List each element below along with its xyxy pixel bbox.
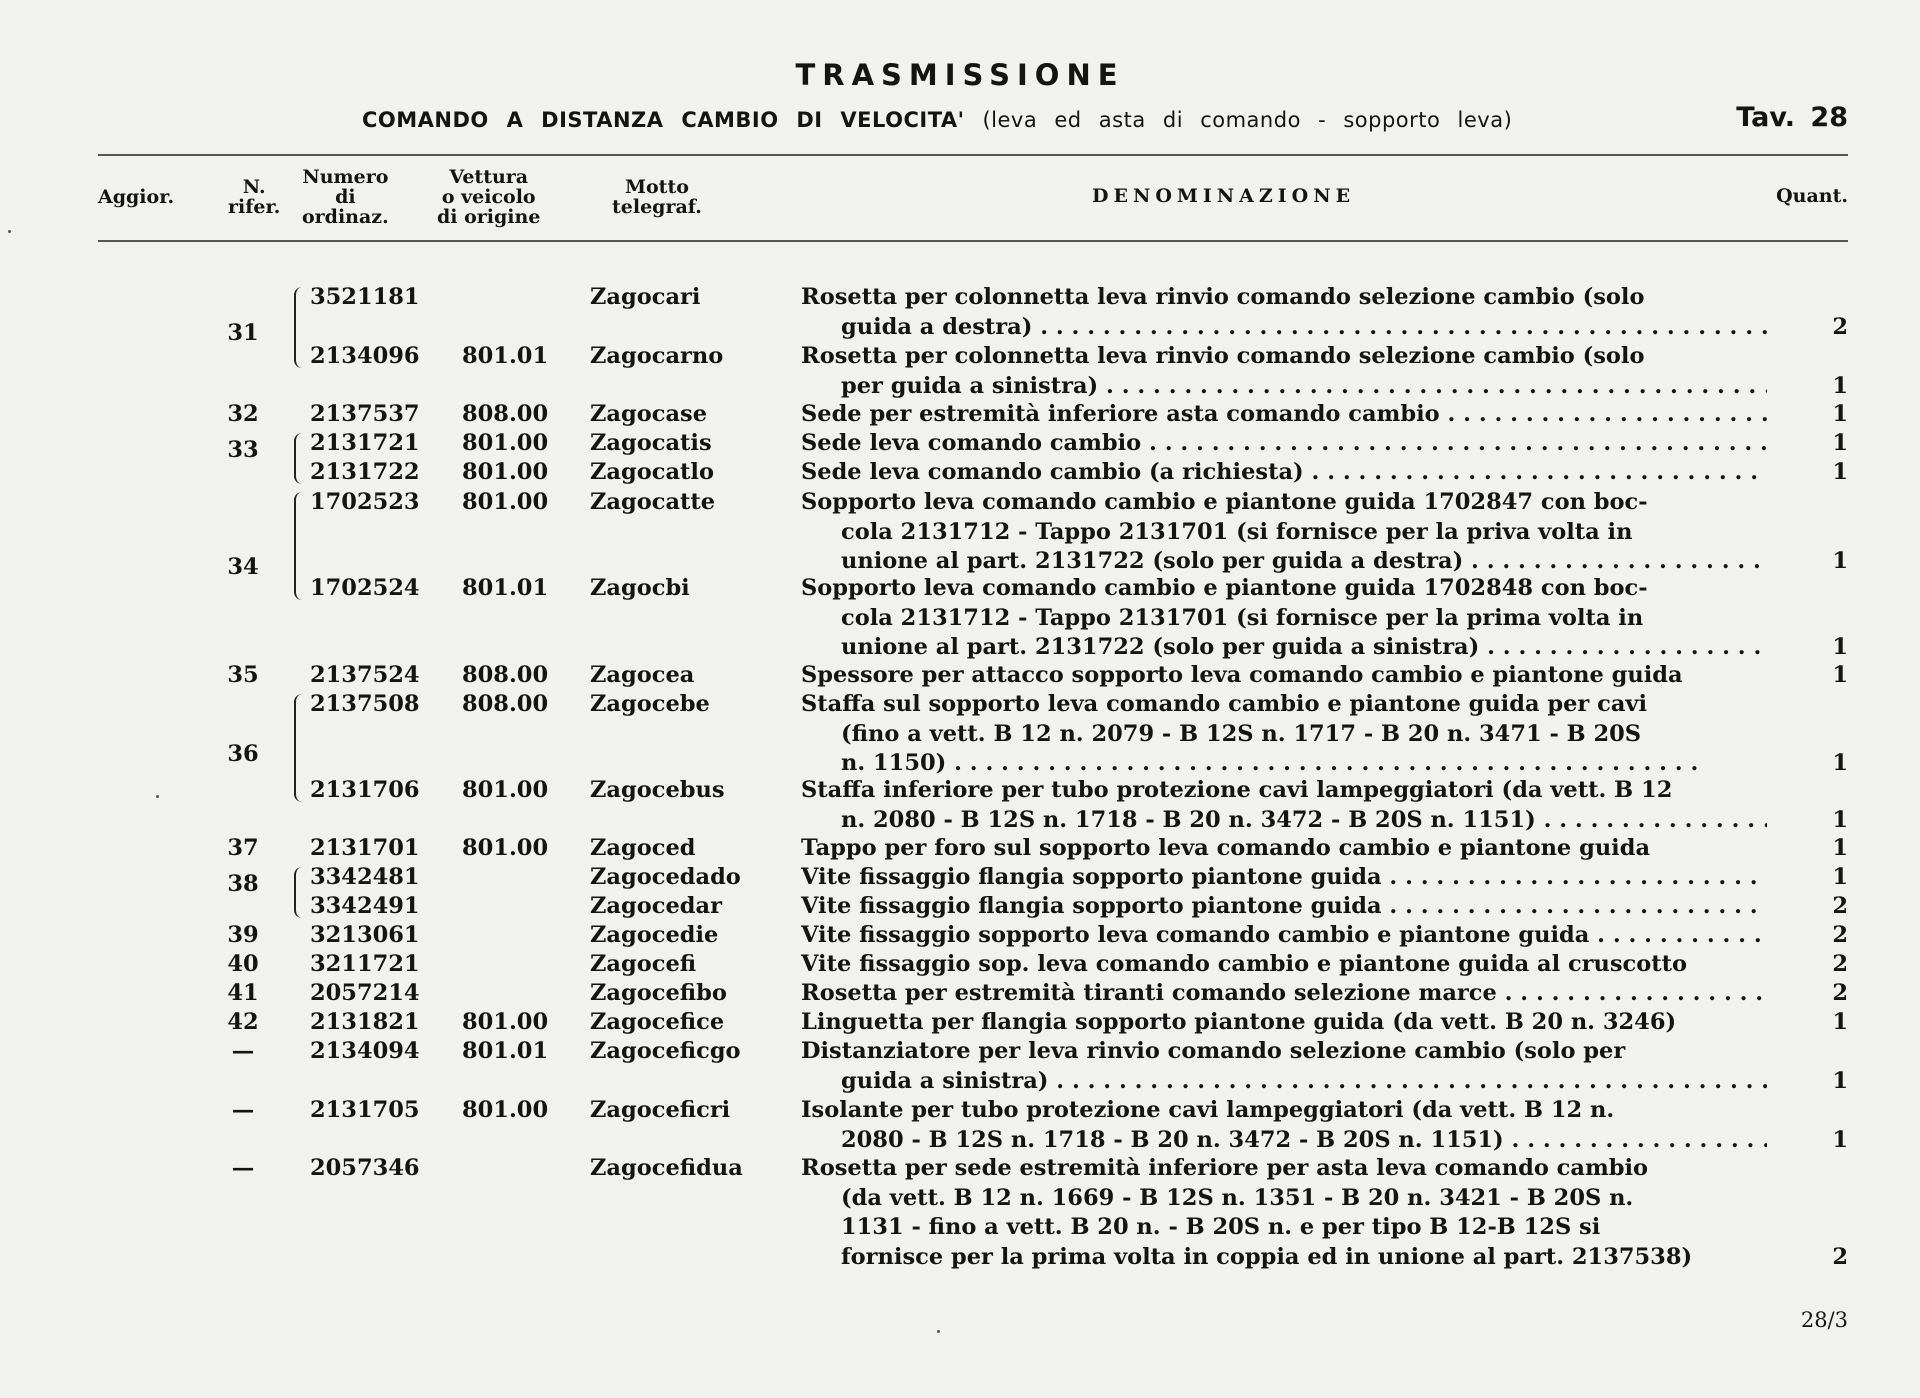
- part-description: [801, 1008, 1767, 1038]
- part-number: 2131722: [310, 459, 420, 485]
- part-description: [801, 574, 1767, 663]
- description-line: Tappo per foro sul sopporto leva comando cambio e piantone guida: [801, 835, 1651, 861]
- vehicle-origin: 801.00: [462, 777, 549, 803]
- part-number: 2057346: [310, 1155, 420, 1181]
- description-line: n. 1150) . . .: [801, 749, 1767, 779]
- reference-number: 35: [227, 662, 259, 688]
- description-line: Rosetta per colonnetta leva rinvio comando selezione cambio (solo: [801, 343, 1645, 369]
- col-header-nrifer-line2: rifer.: [228, 196, 281, 218]
- description-line: 1131 - fino a vett. B 20 n. - B 20S n. e per tipo B 12-B 12S si: [841, 1214, 1601, 1240]
- quantity: 2: [1832, 313, 1848, 340]
- vehicle-origin: 808.00: [462, 691, 549, 717]
- quantity: 2: [1832, 922, 1848, 948]
- description-line: (fino a vett. B 12 n. 2079 - B 12S n. 1717 - B 20 n. 3471 - B 20S: [841, 720, 1642, 747]
- vehicle-origin: 801.01: [462, 575, 549, 601]
- paper-speck: [156, 795, 159, 798]
- description-line: Staffa sul sopporto leva comando cambio e piantone guida per cavi: [801, 691, 1648, 717]
- reference-number: —: [231, 1097, 255, 1123]
- description-line: Vite fissaggio sopporto leva comando cambio e piantone guida . . .: [801, 921, 1767, 951]
- reference-number: 37: [227, 835, 259, 861]
- quantity: 1: [1832, 835, 1848, 861]
- group-brace: [294, 287, 306, 368]
- description-line: unione al part. 2131722 (solo per guida a destra) . . .: [801, 547, 1767, 577]
- part-number: 2137537: [310, 401, 420, 427]
- description-line: Vite fissaggio flangia sopporto piantone guida . . .: [801, 892, 1767, 922]
- part-number: 2131701: [310, 835, 420, 861]
- quantity: 1: [1832, 430, 1848, 456]
- part-number: 2134096: [310, 343, 420, 369]
- vehicle-origin: 801.00: [462, 835, 549, 861]
- group-brace: [294, 433, 306, 484]
- reference-number: —: [231, 1038, 255, 1064]
- reference-number: 40: [227, 951, 259, 977]
- quantity: 1: [1832, 372, 1848, 399]
- description-line: cola 2131712 - Tappo 2131701 (si fornisce per la priva volta in: [841, 518, 1633, 545]
- quantity: 1: [1832, 634, 1848, 660]
- telegraph-code: Zagoced: [590, 835, 696, 861]
- description-line: Vite fissaggio sop. leva comando cambio e piantone guida al cruscotto: [801, 951, 1688, 977]
- vehicle-origin: 801.00: [462, 1009, 549, 1035]
- part-description: [801, 1154, 1767, 1272]
- telegraph-code: Zagocari: [590, 284, 701, 310]
- col-header-motto-line1: Motto: [624, 176, 689, 198]
- description-line: cola 2131712 - Tappo 2131701 (si fornisce per la prima volta in: [841, 604, 1644, 631]
- vehicle-origin: 808.00: [462, 662, 549, 688]
- description-line: Linguetta per flangia sopporto piantone guida (da vett. B 20 n. 3246): [801, 1009, 1677, 1035]
- reference-number: 32: [227, 401, 259, 427]
- part-description: [801, 690, 1767, 779]
- quantity: 1: [1832, 806, 1848, 833]
- reference-number: 36: [227, 741, 259, 767]
- quantity: 1: [1832, 1009, 1848, 1035]
- telegraph-code: Zagocebus: [590, 777, 725, 803]
- description-line: Sede per estremità inferiore asta comando cambio . . .: [801, 400, 1767, 430]
- description-line: Sede leva comando cambio . . .: [801, 429, 1767, 459]
- description-line: Spessore per attacco sopporto leva comando cambio e piantone guida: [801, 662, 1683, 688]
- telegraph-code: Zagocatlo: [590, 459, 714, 485]
- part-description: [801, 863, 1767, 893]
- telegraph-code: Zagocefidua: [590, 1155, 743, 1181]
- description-line: fornisce per la prima volta in coppia ed in unione al part. 2137538): [841, 1243, 1693, 1270]
- col-header-quant: Quant.: [1776, 185, 1848, 207]
- quantity: 1: [1832, 459, 1848, 485]
- description-line: Rosetta per colonnetta leva rinvio comando selezione cambio (solo: [801, 284, 1645, 310]
- part-number: 2131721: [310, 430, 420, 456]
- part-number: 3342481: [310, 864, 420, 890]
- telegraph-code: Zagocefi: [590, 951, 697, 977]
- part-number: 3213061: [310, 922, 420, 948]
- col-header-numero-line2: di: [335, 186, 356, 208]
- reference-number: 42: [227, 1009, 259, 1035]
- part-number: 2131705: [310, 1097, 420, 1123]
- vehicle-origin: 801.00: [462, 489, 549, 515]
- quantity: 1: [1832, 1126, 1848, 1153]
- part-number: 2137508: [310, 691, 420, 717]
- description-line: Isolante per tubo protezione cavi lampeggiatori (da vett. B 12 n.: [801, 1097, 1615, 1123]
- reference-number: 34: [227, 554, 259, 580]
- telegraph-code: Zagoceficri: [590, 1097, 731, 1123]
- vehicle-origin: 801.01: [462, 1038, 549, 1064]
- quantity: 1: [1832, 1067, 1848, 1094]
- part-description: [801, 283, 1767, 342]
- part-description: [801, 921, 1767, 951]
- col-header-aggior: Aggior.: [98, 186, 175, 208]
- telegraph-code: Zagocatis: [590, 430, 712, 456]
- part-description: [801, 342, 1767, 401]
- part-number: 3521181: [310, 284, 420, 310]
- group-brace: [294, 867, 306, 918]
- description-line: n. 2080 - B 12S n. 1718 - B 20 n. 3472 - B 20S n. 1151) . . .: [801, 806, 1767, 836]
- telegraph-code: Zagocea: [590, 662, 695, 688]
- part-description: [801, 776, 1767, 835]
- telegraph-code: Zagocedado: [590, 864, 741, 890]
- group-brace: [294, 492, 306, 600]
- telegraph-code: Zagocefice: [590, 1009, 725, 1035]
- telegraph-code: Zagoceficgo: [590, 1038, 741, 1064]
- part-description: [801, 979, 1767, 1009]
- telegraph-code: Zagocefibo: [590, 980, 727, 1006]
- col-header-numero-line3: ordinaz.: [302, 206, 389, 228]
- telegraph-code: Zagocatte: [590, 489, 716, 515]
- part-description: [801, 400, 1767, 430]
- table-number: Tav. 28: [1736, 102, 1848, 133]
- description-line: (da vett. B 12 n. 1669 - B 12S n. 1351 - B 20 n. 3421 - B 20S n.: [841, 1184, 1634, 1211]
- description-line: per guida a sinistra) . . .: [801, 372, 1767, 402]
- telegraph-code: Zagocedie: [590, 922, 719, 948]
- quantity: 1: [1832, 750, 1848, 776]
- part-number: 3211721: [310, 951, 420, 977]
- page-number: 28/3: [1800, 1308, 1848, 1332]
- col-header-denominazione: DENOMINAZIONE: [1092, 185, 1356, 207]
- subtitle-main: COMANDO A DISTANZA CAMBIO DI VELOCITA': [362, 108, 965, 132]
- vehicle-origin: 801.00: [462, 459, 549, 485]
- part-number: 2131706: [310, 777, 420, 803]
- quantity: 1: [1832, 662, 1848, 688]
- part-number: 2057214: [310, 980, 420, 1006]
- description-line: Rosetta per sede estremità inferiore per asta leva comando cambio: [801, 1155, 1649, 1181]
- reference-number: 38: [227, 871, 259, 897]
- telegraph-code: Zagocbi: [590, 575, 690, 601]
- part-number: 1702524: [310, 575, 420, 601]
- part-number: 2137524: [310, 662, 420, 688]
- reference-number: 39: [227, 922, 259, 948]
- col-header-vettura-line2: o veicolo: [441, 186, 536, 208]
- telegraph-code: Zagocarno: [590, 343, 724, 369]
- col-header-vettura-line3: di origine: [437, 206, 541, 228]
- part-number: 3342491: [310, 893, 420, 919]
- telegraph-code: Zagocase: [590, 401, 708, 427]
- quantity: 1: [1832, 401, 1848, 427]
- description-line: Staffa inferiore per tubo protezione cavi lampeggiatori (da vett. B 12: [801, 777, 1673, 803]
- col-header-vettura-line1: Vettura: [449, 166, 529, 188]
- vehicle-origin: 801.01: [462, 343, 549, 369]
- paper-speck: [937, 1330, 940, 1333]
- description-line: Vite fissaggio flangia sopporto piantone guida . . .: [801, 863, 1767, 893]
- part-description: [801, 1037, 1767, 1096]
- part-description: [801, 661, 1767, 691]
- vehicle-origin: 801.00: [462, 430, 549, 456]
- vehicle-origin: 808.00: [462, 401, 549, 427]
- description-line: unione al part. 2131722 (solo per guida a sinistra) . . .: [801, 633, 1767, 663]
- quantity: 1: [1832, 548, 1848, 574]
- paper-speck: [8, 230, 11, 233]
- part-number: 1702523: [310, 489, 420, 515]
- col-header-nrifer-line1: N.: [242, 176, 266, 198]
- part-description: [801, 1096, 1767, 1155]
- reference-number: 33: [227, 437, 259, 463]
- part-description: [801, 950, 1767, 980]
- description-line: Sede leva comando cambio (a richiesta) . . .: [801, 458, 1767, 488]
- part-description: [801, 488, 1767, 577]
- description-line: guida a sinistra) . . .: [801, 1067, 1767, 1097]
- quantity: 2: [1832, 1243, 1848, 1270]
- page-title: TRASMISSIONE: [795, 58, 1125, 92]
- subtitle-detail: (leva ed asta di comando - sopporto leva): [982, 108, 1513, 132]
- part-number: 2134094: [310, 1038, 420, 1064]
- part-description: [801, 429, 1767, 459]
- quantity: 1: [1832, 864, 1848, 890]
- part-description: [801, 458, 1767, 488]
- telegraph-code: Zagocebe: [590, 691, 710, 717]
- part-description: [801, 892, 1767, 922]
- description-line: Rosetta per estremità tiranti comando selezione marce . . .: [801, 979, 1767, 1009]
- quantity: 2: [1832, 951, 1848, 977]
- col-header-motto-line2: telegraf.: [612, 196, 702, 218]
- description-line: Sopporto leva comando cambio e piantone guida 1702848 con boc-: [801, 575, 1648, 601]
- group-brace: [294, 694, 306, 802]
- description-line: guida a destra) . . .: [801, 313, 1767, 343]
- quantity: 2: [1832, 893, 1848, 919]
- part-description: [801, 834, 1767, 864]
- col-header-numero-line1: Numero: [302, 166, 389, 188]
- description-line: Distanziatore per leva rinvio comando selezione cambio (solo per: [801, 1038, 1626, 1064]
- description-line: 2080 - B 12S n. 1718 - B 20 n. 3472 - B 20S n. 1151) . . .: [801, 1126, 1767, 1156]
- vehicle-origin: 801.00: [462, 1097, 549, 1123]
- reference-number: 31: [227, 320, 259, 346]
- quantity: 2: [1832, 980, 1848, 1006]
- description-line: Sopporto leva comando cambio e piantone guida 1702847 con boc-: [801, 489, 1648, 515]
- telegraph-code: Zagocedar: [590, 893, 722, 919]
- reference-number: 41: [227, 980, 259, 1006]
- part-number: 2131821: [310, 1009, 420, 1035]
- reference-number: —: [231, 1155, 255, 1181]
